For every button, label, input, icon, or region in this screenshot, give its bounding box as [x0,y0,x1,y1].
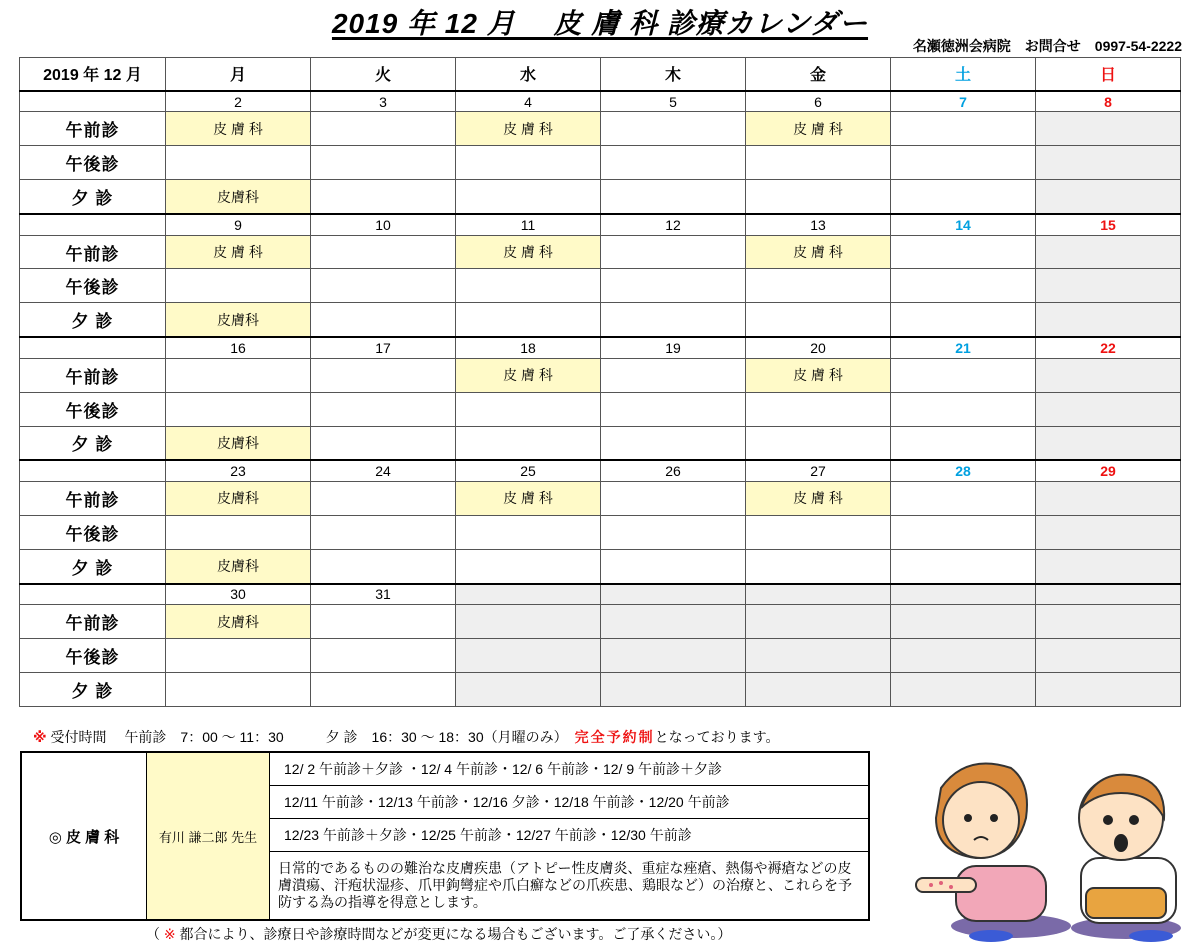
weekday-header: 日 [1036,58,1181,91]
reception-hours-notice [33,727,780,747]
clinic-session-cell: 皮膚科 [166,549,311,583]
empty-session-cell [891,112,1036,146]
empty-session-cell [601,269,746,303]
empty-session-cell [891,269,1036,303]
date-cell: 30 [166,584,311,605]
empty-session-cell [746,146,891,180]
date-cell: 27 [746,460,891,481]
empty-session-cell [891,672,1036,706]
empty-session-cell [1036,303,1181,337]
date-cell: 15 [1036,214,1181,235]
empty-session-cell [456,269,601,303]
clinic-session-cell: 皮 膚 科 [456,112,601,146]
notice-mark: ※ [33,729,47,745]
empty-session-cell [746,515,891,549]
empty-session-cell [746,269,891,303]
empty-session-cell [1036,549,1181,583]
empty-session-cell [311,639,456,673]
empty-session-cell [601,303,746,337]
empty-session-cell [1036,426,1181,460]
session-label: 午後診 [20,146,166,180]
empty-session-cell [311,180,456,214]
date-cell: 26 [601,460,746,481]
empty-session-cell [891,146,1036,180]
weekday-header: 金 [746,58,891,91]
date-cell: 28 [891,460,1036,481]
empty-session-cell [891,392,1036,426]
empty-session-cell [311,426,456,460]
reservation-only-text: 完全予約制 [574,729,655,745]
empty-session-cell [601,639,746,673]
session-label: 夕 診 [20,549,166,583]
date-cell: 8 [1036,91,1181,112]
empty-session-cell [456,392,601,426]
session-label: 午前診 [20,605,166,639]
hospital-contact: 名瀬徳洲会病院 お問合せ 0997-54-2222 [912,38,1182,54]
date-cell: 11 [456,214,601,235]
date-cell: 13 [746,214,891,235]
date-cell: 6 [746,91,891,112]
date-row-label [20,214,166,235]
clinic-session-cell: 皮 膚 科 [456,235,601,269]
clinic-session-cell: 皮膚科 [166,426,311,460]
date-cell: 29 [1036,460,1181,481]
empty-session-cell [601,235,746,269]
weekday-header: 土 [891,58,1036,91]
clinic-session-cell: 皮 膚 科 [746,235,891,269]
empty-session-cell [1036,639,1181,673]
clinic-session-cell: 皮 膚 科 [456,358,601,392]
empty-session-cell [1036,392,1181,426]
date-cell: 10 [311,214,456,235]
clinic-session-cell: 皮 膚 科 [746,358,891,392]
clinic-session-cell: 皮膚科 [166,303,311,337]
empty-session-cell [746,392,891,426]
empty-session-cell [311,146,456,180]
empty-session-cell [891,605,1036,639]
empty-session-cell [891,235,1036,269]
date-row-label [20,337,166,358]
empty-session-cell [166,515,311,549]
empty-session-cell [891,426,1036,460]
empty-session-cell [601,426,746,460]
empty-session-cell [746,549,891,583]
empty-session-cell [1036,146,1181,180]
session-label: 午後診 [20,515,166,549]
empty-session-cell [746,180,891,214]
date-cell: 14 [891,214,1036,235]
footer-mark: ※ [163,926,176,942]
date-cell: 3 [311,91,456,112]
date-row-label [20,460,166,481]
empty-session-cell [891,515,1036,549]
weekday-header: 火 [311,58,456,91]
empty-session-cell [601,481,746,515]
session-label: 午後診 [20,269,166,303]
empty-session-cell [891,639,1036,673]
empty-session-cell [1036,112,1181,146]
empty-session-cell [746,672,891,706]
clinic-session-cell: 皮膚科 [166,481,311,515]
empty-session-cell [166,269,311,303]
weekday-header: 月 [166,58,311,91]
empty-session-cell [166,639,311,673]
session-label: 午後診 [20,639,166,673]
empty-session-cell [1036,481,1181,515]
empty-session-cell [456,672,601,706]
empty-session-cell [311,605,456,639]
date-cell: 18 [456,337,601,358]
empty-session-cell [601,672,746,706]
empty-session-cell [1036,515,1181,549]
date-cell: 4 [456,91,601,112]
empty-session-cell [311,392,456,426]
date-cell: 22 [1036,337,1181,358]
date-cell: 9 [166,214,311,235]
session-label: 夕 診 [20,180,166,214]
empty-session-cell [311,481,456,515]
empty-session-cell [311,672,456,706]
date-cell: 2 [166,91,311,112]
empty-session-cell [1036,180,1181,214]
doctor-name: 有川 謙二郎 先生 [147,752,270,920]
date-cell: 5 [601,91,746,112]
date-cell: 16 [166,337,311,358]
date-cell [1036,584,1181,605]
clinic-calendar [19,57,1181,707]
doctor-specialty-description: 日常的であるものの難治な皮膚疾患（アトピー性皮膚炎、重症な痤瘡、熱傷や褥瘡などの皮膚潰瘍、汗疱状湿疹、爪甲鉤彎症や爪白癬などの爪疾患、鶏眼など）の治療と、これらを予防する為の指導を得意とします。 [270,852,870,921]
empty-session-cell [166,358,311,392]
date-cell: 17 [311,337,456,358]
empty-session-cell [456,549,601,583]
empty-session-cell [746,605,891,639]
empty-session-cell [1036,269,1181,303]
page-title: 2019 年 12 月 皮 膚 科 診療カレンダー [331,8,869,39]
empty-session-cell [1036,605,1181,639]
empty-session-cell [891,481,1036,515]
schedule-line: 12/23 午前診＋夕診・12/25 午前診・12/27 午前診・12/30 午前診 [270,819,870,852]
session-label: 午前診 [20,235,166,269]
date-cell [746,584,891,605]
empty-session-cell [311,549,456,583]
empty-session-cell [1036,235,1181,269]
empty-session-cell [456,605,601,639]
schedule-line: 12/ 2 午前診＋夕診 ・12/ 4 午前診・12/ 6 午前診・12/ 9 午前診＋夕診 [270,752,870,786]
date-cell: 12 [601,214,746,235]
schedule-line: 12/11 午前診・12/13 午前診・12/16 夕診・12/18 午前診・12/20 午前診 [270,786,870,819]
empty-session-cell [601,515,746,549]
empty-session-cell [311,303,456,337]
session-label: 午後診 [20,392,166,426]
empty-session-cell [601,392,746,426]
empty-session-cell [746,303,891,337]
reception-hours-text: 受付時間 午前診 7：00 ～ 11：30 夕 診 16：30 ～ 18：30（月曜のみ） [46,729,575,745]
footer-prefix: （ [146,926,164,942]
empty-session-cell [601,549,746,583]
empty-session-cell [601,605,746,639]
date-cell [456,584,601,605]
empty-session-cell [601,112,746,146]
empty-session-cell [311,235,456,269]
date-cell: 23 [166,460,311,481]
empty-session-cell [456,180,601,214]
empty-session-cell [166,146,311,180]
date-row-label [20,91,166,112]
empty-session-cell [456,515,601,549]
session-label: 夕 診 [20,672,166,706]
clinic-session-cell: 皮 膚 科 [456,481,601,515]
date-cell: 20 [746,337,891,358]
empty-session-cell [311,269,456,303]
footer-note [146,924,731,944]
empty-session-cell [311,112,456,146]
session-label: 夕 診 [20,303,166,337]
clinic-session-cell: 皮 膚 科 [166,235,311,269]
empty-session-cell [601,358,746,392]
empty-session-cell [456,146,601,180]
empty-session-cell [891,180,1036,214]
session-label: 午前診 [20,112,166,146]
department-info-table [20,751,870,921]
empty-session-cell [891,549,1036,583]
empty-session-cell [1036,358,1181,392]
date-cell: 31 [311,584,456,605]
date-cell: 24 [311,460,456,481]
empty-session-cell [166,392,311,426]
empty-session-cell [456,426,601,460]
clinic-session-cell: 皮膚科 [166,180,311,214]
notice-suffix: となっております。 [654,729,780,745]
date-cell: 25 [456,460,601,481]
date-cell: 21 [891,337,1036,358]
date-cell: 7 [891,91,1036,112]
department-name: ◎ 皮 膚 科 [21,752,147,920]
date-row-label [20,584,166,605]
empty-session-cell [891,358,1036,392]
empty-session-cell [891,303,1036,337]
empty-session-cell [311,358,456,392]
footer-text: 都合により、診療日や診療時間などが変更になる場合もございます。ご了承ください。） [175,926,732,942]
empty-session-cell [311,515,456,549]
session-label: 夕 診 [20,426,166,460]
calendar-month-label: 2019 年 12 月 [20,58,166,91]
two-patients-illustration-icon [896,748,1186,943]
session-label: 午前診 [20,481,166,515]
session-label: 午前診 [20,358,166,392]
empty-session-cell [1036,672,1181,706]
empty-session-cell [456,303,601,337]
clinic-session-cell: 皮 膚 科 [746,112,891,146]
clinic-session-cell: 皮膚科 [166,605,311,639]
weekday-header: 水 [456,58,601,91]
weekday-header: 木 [601,58,746,91]
empty-session-cell [601,180,746,214]
clinic-session-cell: 皮 膚 科 [166,112,311,146]
empty-session-cell [746,426,891,460]
date-cell [601,584,746,605]
date-cell [891,584,1036,605]
clinic-session-cell: 皮 膚 科 [746,481,891,515]
empty-session-cell [166,672,311,706]
empty-session-cell [456,639,601,673]
empty-session-cell [746,639,891,673]
empty-session-cell [601,146,746,180]
date-cell: 19 [601,337,746,358]
